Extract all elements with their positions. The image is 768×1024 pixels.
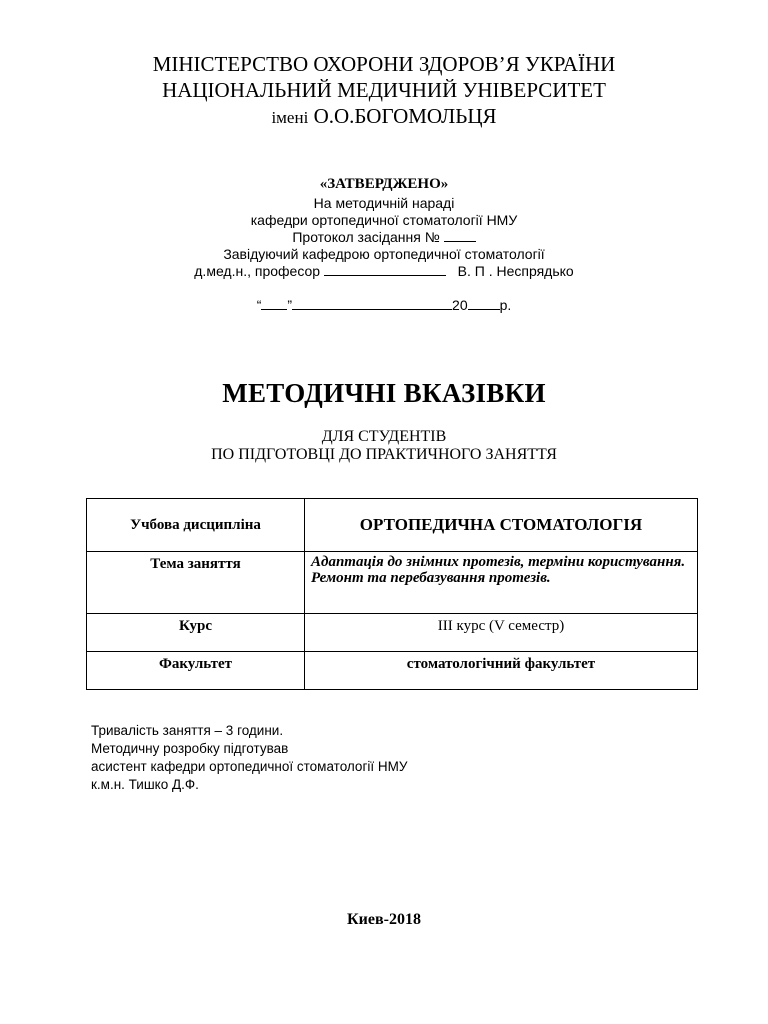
professor-label: д.мед.н., професор (194, 263, 321, 279)
topic-label: Тема заняття (87, 552, 305, 614)
city-year: Киев-2018 (347, 911, 421, 928)
course-label: Курс (87, 614, 305, 652)
signature-blank (324, 263, 446, 276)
date-quote-open: “ (256, 297, 262, 313)
table-row (87, 652, 698, 690)
date-quote-close: ” (287, 297, 293, 313)
month-blank (292, 297, 452, 310)
university-name-line (0, 104, 768, 130)
duration-note: Тривалість заняття – 3 години. (91, 723, 284, 738)
discipline-value: ОРТОПЕДИЧНА СТОМАТОЛОГІЯ (305, 499, 698, 552)
discipline-label: Учбова дисципліна (87, 499, 305, 552)
document-title: МЕТОДИЧНІ ВКАЗІВКИ (222, 378, 546, 408)
name-prefix: імені (271, 108, 309, 127)
date-year-prefix: 20 (452, 297, 468, 313)
name-bogomolets: О.О.БОГОМОЛЬЦЯ (313, 104, 497, 128)
approved-heading: «ЗАТВЕРДЖЕНО» (319, 176, 449, 192)
topic-value: Адаптація до знімних протезів, терміни користування. Ремонт та перебазування протезів. (305, 552, 698, 614)
subtitle-students: ДЛЯ СТУДЕНТІВ (321, 428, 447, 445)
table-row (87, 499, 698, 552)
approval-head: Завідуючий кафедрою ортопедичної стоматології (223, 246, 545, 262)
prepared-note: Методичну розробку підготував (91, 741, 289, 756)
protocol-number-blank (444, 229, 476, 242)
ministry-line: МІНІСТЕРСТВО ОХОРОНИ ЗДОРОВ’Я УКРАЇНИ (152, 52, 616, 76)
approval-date (0, 297, 768, 313)
faculty-label: Факультет (87, 652, 305, 690)
author-position: асистент кафедри ортопедичної стоматології НМУ (91, 759, 408, 774)
university-line: НАЦІОНАЛЬНИЙ МЕДИЧНИЙ УНІВЕРСИТЕТ (162, 78, 606, 102)
subtitle-practical: ПО ПІДГОТОВЦІ ДО ПРАКТИЧНОГО ЗАНЯТТЯ (211, 446, 557, 463)
table-row (87, 552, 698, 614)
approval-signature (0, 263, 768, 279)
table-row (87, 614, 698, 652)
faculty-value: стоматологічний факультет (305, 652, 698, 690)
protocol-label: Протокол засідання № (292, 229, 440, 245)
professor-name: В. П . Неспрядько (457, 263, 574, 279)
author-name: к.м.н. Тишко Д.Ф. (91, 777, 199, 792)
approval-meeting: На методичній нараді (313, 195, 455, 211)
approval-protocol (0, 229, 768, 245)
date-suffix: р. (499, 297, 512, 313)
lesson-info-table (86, 498, 698, 690)
course-value: ІІІ курс (V семестр) (305, 614, 698, 652)
approval-department: кафедри ортопедичної стоматології НМУ (250, 212, 518, 228)
year-blank (468, 297, 500, 310)
day-blank (261, 297, 287, 310)
